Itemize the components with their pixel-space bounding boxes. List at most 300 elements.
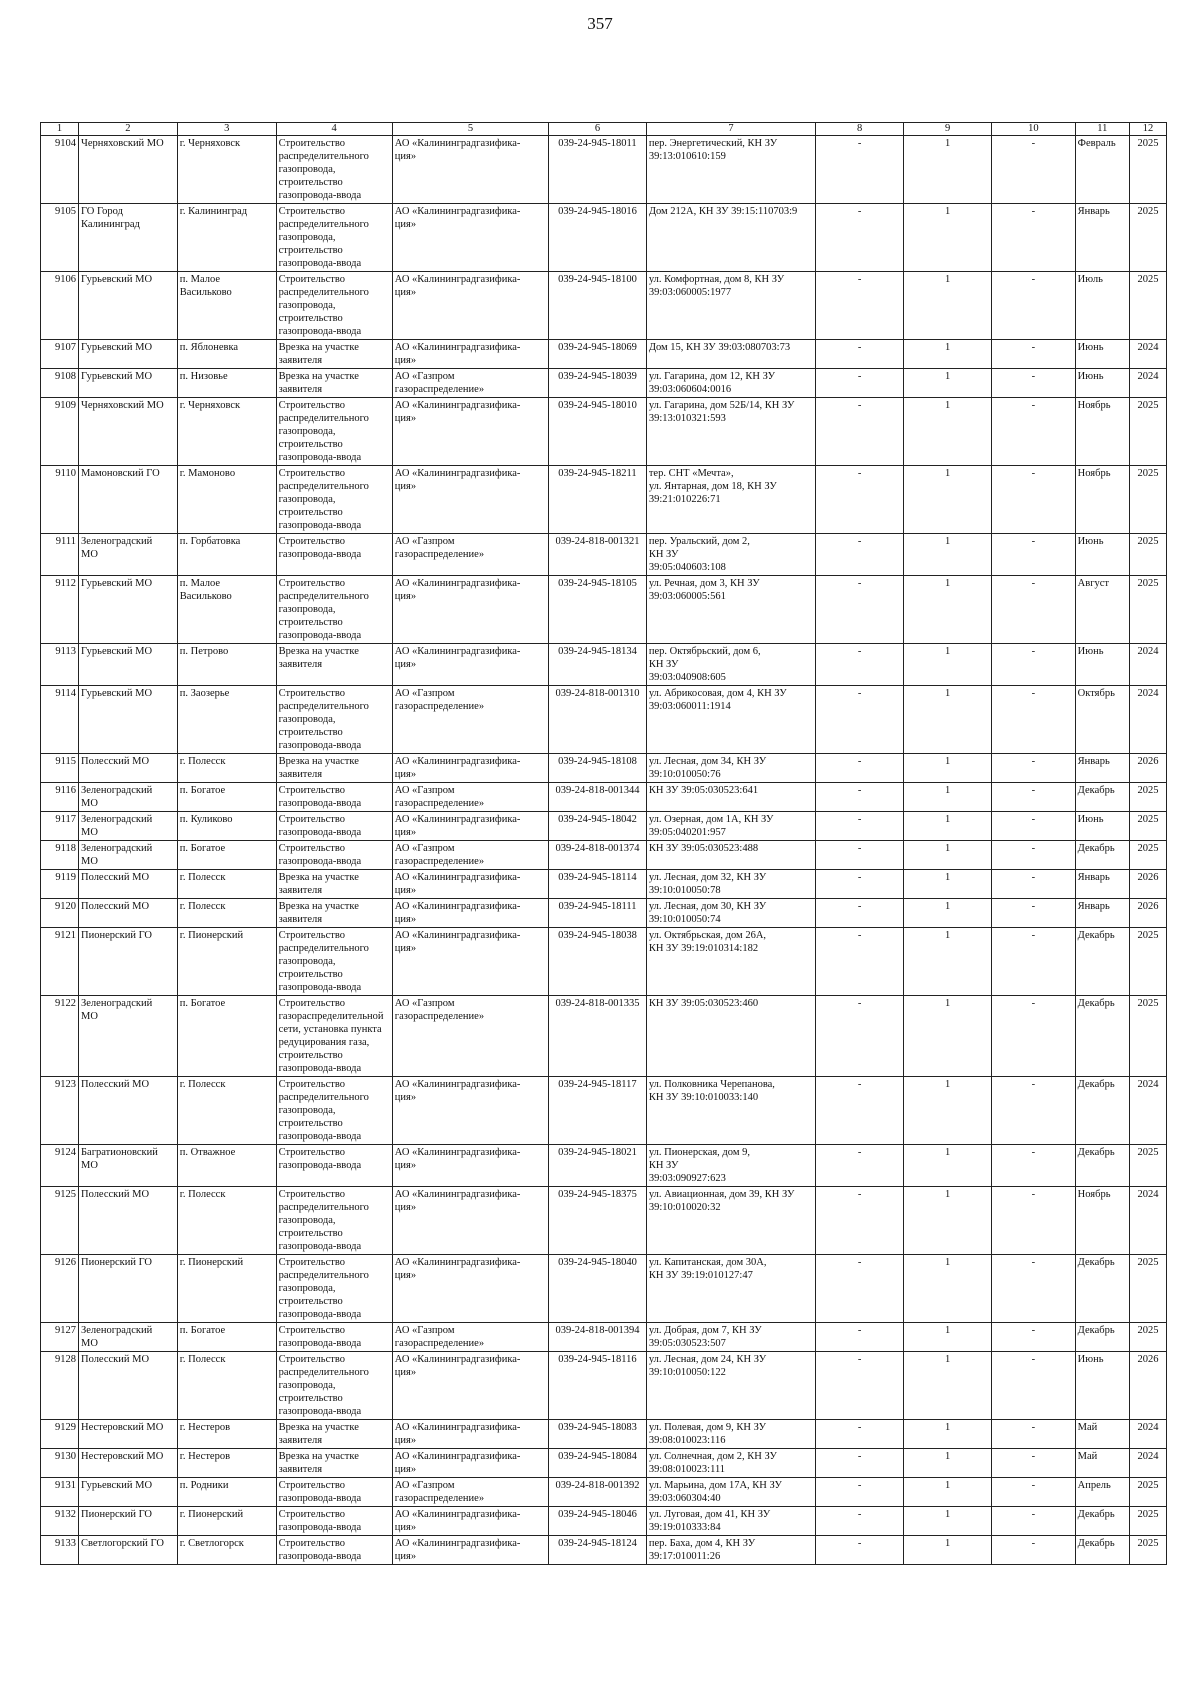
work-type-cell-text: Строительство газопровода-ввода bbox=[278, 814, 362, 838]
column-8-cell bbox=[816, 136, 904, 204]
column-10-cell bbox=[992, 1255, 1076, 1323]
district-cell-text: Полесский МО bbox=[81, 1189, 150, 1200]
column-header-1: 1 bbox=[41, 123, 79, 136]
row-number-text: 9113 bbox=[55, 646, 76, 657]
row-number bbox=[41, 812, 79, 841]
district-cell bbox=[79, 1507, 178, 1536]
column-8-cell-text: - bbox=[857, 1147, 862, 1158]
table-row bbox=[41, 1507, 1167, 1536]
year-cell bbox=[1129, 899, 1166, 928]
locality-cell bbox=[177, 398, 276, 466]
row-number bbox=[41, 1077, 79, 1145]
column-10-cell bbox=[992, 1536, 1076, 1565]
column-8-cell bbox=[816, 576, 904, 644]
address-cell-text: КН ЗУ 39:05:030523:641 bbox=[648, 785, 759, 796]
application-code-cell bbox=[549, 466, 647, 534]
column-10-cell-text: - bbox=[1031, 1257, 1036, 1268]
address-cell-text: Дом 15, КН ЗУ 39:03:080703:73 bbox=[648, 342, 791, 353]
column-8-cell-text: - bbox=[857, 1354, 862, 1365]
application-code-cell bbox=[549, 136, 647, 204]
address-cell-text: тер. СНТ «Мечта», ул. Янтарная, дом 18, КН ЗУ 39:21:010226:71 bbox=[648, 468, 777, 505]
year-cell-text: 2025 bbox=[1137, 1538, 1159, 1549]
work-type-cell bbox=[276, 272, 392, 340]
row-number bbox=[41, 576, 79, 644]
column-8-cell bbox=[816, 1145, 904, 1187]
table-row bbox=[41, 1449, 1167, 1478]
year-cell bbox=[1129, 928, 1166, 996]
column-8-cell-text: - bbox=[857, 930, 862, 941]
column-9-cell bbox=[904, 783, 992, 812]
column-9-cell bbox=[904, 369, 992, 398]
month-cell bbox=[1075, 272, 1129, 340]
application-code-cell-text: 039-24-945-18375 bbox=[558, 1189, 637, 1200]
application-code-cell-text: 039-24-818-001344 bbox=[555, 785, 640, 796]
address-cell-text: ул. Марьина, дом 17А, КН ЗУ 39:03:060304:40 bbox=[648, 1480, 782, 1504]
work-type-cell bbox=[276, 1420, 392, 1449]
year-cell bbox=[1129, 1507, 1166, 1536]
column-8-cell bbox=[816, 783, 904, 812]
district-cell-text: Гурьевский МО bbox=[81, 371, 153, 382]
column-10-cell bbox=[992, 870, 1076, 899]
address-cell bbox=[646, 812, 815, 841]
locality-cell bbox=[177, 136, 276, 204]
locality-cell bbox=[177, 1478, 276, 1507]
year-cell-text: 2025 bbox=[1137, 1480, 1159, 1491]
organization-cell bbox=[392, 369, 548, 398]
column-10-cell bbox=[992, 1145, 1076, 1187]
address-cell bbox=[646, 369, 815, 398]
column-8-cell-text: - bbox=[857, 901, 862, 912]
column-8-cell bbox=[816, 1536, 904, 1565]
district-cell-text: Зеленоградский МО bbox=[81, 998, 153, 1022]
row-number bbox=[41, 398, 79, 466]
row-number-text: 9109 bbox=[55, 400, 76, 411]
organization-cell-text: АО «Газпром газораспределение» bbox=[394, 785, 485, 809]
column-9-cell-text: 1 bbox=[944, 1538, 951, 1549]
column-10-cell bbox=[992, 1420, 1076, 1449]
locality-cell-text: г. Полесск bbox=[179, 1079, 226, 1090]
application-code-cell bbox=[549, 812, 647, 841]
column-9-cell-text: 1 bbox=[944, 342, 951, 353]
locality-cell-text: п. Яблоневка bbox=[179, 342, 239, 353]
locality-cell bbox=[177, 369, 276, 398]
organization-cell bbox=[392, 1352, 548, 1420]
locality-cell-text: п. Куликово bbox=[179, 814, 233, 825]
locality-cell bbox=[177, 812, 276, 841]
organization-cell-text: АО «Калининградгазифика- ция» bbox=[394, 1451, 521, 1475]
year-cell bbox=[1129, 204, 1166, 272]
work-type-cell-text: Строительство распределительного газопровода, строительство газопровода-ввода bbox=[278, 1354, 369, 1417]
column-header-10: 10 bbox=[992, 123, 1076, 136]
column-10-cell-text: - bbox=[1031, 1189, 1036, 1200]
organization-cell-text: АО «Газпром газораспределение» bbox=[394, 536, 485, 560]
column-8-cell bbox=[816, 812, 904, 841]
organization-cell bbox=[392, 996, 548, 1077]
district-cell bbox=[79, 928, 178, 996]
year-cell-text: 2024 bbox=[1137, 1451, 1159, 1462]
organization-cell bbox=[392, 754, 548, 783]
row-number-text: 9126 bbox=[55, 1257, 76, 1268]
month-cell bbox=[1075, 1536, 1129, 1565]
locality-cell bbox=[177, 1255, 276, 1323]
column-8-cell bbox=[816, 466, 904, 534]
locality-cell-text: г. Полесск bbox=[179, 1354, 226, 1365]
work-type-cell-text: Врезка на участке заявителя bbox=[278, 756, 359, 780]
month-cell-text: Апрель bbox=[1077, 1480, 1111, 1491]
column-8-cell-text: - bbox=[857, 1189, 862, 1200]
column-9-cell bbox=[904, 1352, 992, 1420]
table-row bbox=[41, 812, 1167, 841]
locality-cell-text: г. Пионерский bbox=[179, 930, 244, 941]
column-9-cell-text: 1 bbox=[944, 274, 951, 285]
organization-cell bbox=[392, 899, 548, 928]
column-8-cell-text: - bbox=[857, 688, 862, 699]
district-cell-text: Черняховский МО bbox=[81, 138, 164, 149]
organization-cell bbox=[392, 1478, 548, 1507]
work-type-cell bbox=[276, 369, 392, 398]
year-cell-text: 2025 bbox=[1137, 468, 1159, 479]
locality-cell bbox=[177, 928, 276, 996]
column-10-cell-text: - bbox=[1031, 1538, 1036, 1549]
organization-cell-text: АО «Калининградгазифика- ция» bbox=[394, 930, 521, 954]
work-type-cell bbox=[276, 841, 392, 870]
district-cell-text: Гурьевский МО bbox=[81, 646, 153, 657]
application-code-cell-text: 039-24-945-18069 bbox=[558, 342, 637, 353]
district-cell bbox=[79, 1187, 178, 1255]
month-cell bbox=[1075, 466, 1129, 534]
column-9-cell-text: 1 bbox=[944, 1354, 951, 1365]
column-header-12: 12 bbox=[1129, 123, 1166, 136]
month-cell-text: Ноябрь bbox=[1077, 468, 1111, 479]
year-cell bbox=[1129, 466, 1166, 534]
column-10-cell bbox=[992, 812, 1076, 841]
work-type-cell bbox=[276, 1352, 392, 1420]
organization-cell bbox=[392, 204, 548, 272]
table-row bbox=[41, 369, 1167, 398]
application-code-cell-text: 039-24-818-001321 bbox=[555, 536, 640, 547]
district-cell bbox=[79, 369, 178, 398]
district-cell-text: Зеленоградский МО bbox=[81, 536, 153, 560]
month-cell bbox=[1075, 996, 1129, 1077]
address-cell-text: ул. Лесная, дом 32, КН ЗУ 39:10:010050:78 bbox=[648, 872, 767, 896]
column-9-cell-text: 1 bbox=[944, 756, 951, 767]
district-cell bbox=[79, 1145, 178, 1187]
locality-cell-text: г. Черняховск bbox=[179, 400, 241, 411]
column-8-cell-text: - bbox=[857, 274, 862, 285]
address-cell-text: ул. Полковника Черепанова, КН ЗУ 39:10:010033:140 bbox=[648, 1079, 775, 1103]
district-cell bbox=[79, 1420, 178, 1449]
month-cell bbox=[1075, 576, 1129, 644]
year-cell bbox=[1129, 686, 1166, 754]
organization-cell-text: АО «Газпром газораспределение» bbox=[394, 1325, 485, 1349]
work-type-cell bbox=[276, 1478, 392, 1507]
organization-cell-text: АО «Газпром газораспределение» bbox=[394, 371, 485, 395]
month-cell bbox=[1075, 1478, 1129, 1507]
address-cell-text: ул. Полевая, дом 9, КН ЗУ 39:08:010023:116 bbox=[648, 1422, 767, 1446]
application-code-cell bbox=[549, 576, 647, 644]
district-cell bbox=[79, 812, 178, 841]
column-9-cell bbox=[904, 870, 992, 899]
column-10-cell-text: - bbox=[1031, 342, 1036, 353]
work-type-cell-text: Врезка на участке заявителя bbox=[278, 872, 359, 896]
locality-cell bbox=[177, 1420, 276, 1449]
row-number-text: 9111 bbox=[55, 536, 76, 547]
application-code-cell-text: 039-24-945-18105 bbox=[558, 578, 637, 589]
work-type-cell bbox=[276, 1507, 392, 1536]
district-cell-text: Гурьевский МО bbox=[81, 274, 153, 285]
organization-cell-text: АО «Калининградгазифика- ция» bbox=[394, 872, 521, 896]
column-10-cell-text: - bbox=[1031, 843, 1036, 854]
address-cell bbox=[646, 644, 815, 686]
application-code-cell bbox=[549, 1077, 647, 1145]
column-8-cell bbox=[816, 754, 904, 783]
work-type-cell-text: Строительство распределительного газопровода, строительство газопровода-ввода bbox=[278, 274, 369, 337]
application-code-cell bbox=[549, 1145, 647, 1187]
row-number-text: 9127 bbox=[55, 1325, 76, 1336]
table-row bbox=[41, 1077, 1167, 1145]
application-code-cell-text: 039-24-945-18114 bbox=[558, 872, 637, 883]
year-cell bbox=[1129, 136, 1166, 204]
locality-cell-text: п. Заозерье bbox=[179, 688, 230, 699]
application-code-cell-text: 039-24-945-18046 bbox=[558, 1509, 637, 1520]
application-code-cell bbox=[549, 1507, 647, 1536]
column-9-cell bbox=[904, 644, 992, 686]
locality-cell-text: п. Отважное bbox=[179, 1147, 236, 1158]
row-number bbox=[41, 466, 79, 534]
column-10-cell-text: - bbox=[1031, 1509, 1036, 1520]
column-10-cell-text: - bbox=[1031, 1480, 1036, 1491]
address-cell bbox=[646, 136, 815, 204]
row-number bbox=[41, 1507, 79, 1536]
work-type-cell-text: Строительство распределительного газопровода, строительство газопровода-ввода bbox=[278, 1189, 369, 1252]
column-8-cell bbox=[816, 534, 904, 576]
column-header-11: 11 bbox=[1075, 123, 1129, 136]
application-code-cell bbox=[549, 1478, 647, 1507]
locality-cell-text: г. Полесск bbox=[179, 901, 226, 912]
work-type-cell bbox=[276, 783, 392, 812]
work-type-cell-text: Строительство распределительного газопровода, строительство газопровода-ввода bbox=[278, 206, 369, 269]
column-header-2: 2 bbox=[79, 123, 178, 136]
work-type-cell-text: Врезка на участке заявителя bbox=[278, 371, 359, 395]
column-header-8: 8 bbox=[816, 123, 904, 136]
address-cell bbox=[646, 1478, 815, 1507]
column-8-cell-text: - bbox=[857, 998, 862, 1009]
header-row bbox=[41, 123, 1167, 136]
address-cell-text: Дом 212А, КН ЗУ 39:15:110703:9 bbox=[648, 206, 798, 217]
column-9-cell-text: 1 bbox=[944, 536, 951, 547]
year-cell-text: 2025 bbox=[1137, 998, 1159, 1009]
column-10-cell bbox=[992, 1187, 1076, 1255]
column-10-cell-text: - bbox=[1031, 274, 1036, 285]
month-cell-text: Октябрь bbox=[1077, 688, 1115, 699]
year-cell bbox=[1129, 369, 1166, 398]
district-cell-text: Гурьевский МО bbox=[81, 578, 153, 589]
year-cell bbox=[1129, 644, 1166, 686]
column-8-cell bbox=[816, 686, 904, 754]
column-8-cell bbox=[816, 1478, 904, 1507]
month-cell-text: Июнь bbox=[1077, 371, 1104, 382]
column-8-cell bbox=[816, 1077, 904, 1145]
district-cell-text: Полесский МО bbox=[81, 872, 150, 883]
district-cell bbox=[79, 1449, 178, 1478]
application-code-cell-text: 039-24-818-001335 bbox=[555, 998, 640, 1009]
organization-cell-text: АО «Калининградгазифика- ция» bbox=[394, 578, 521, 602]
address-cell-text: ул. Солнечная, дом 2, КН ЗУ 39:08:010023:111 bbox=[648, 1451, 777, 1475]
month-cell bbox=[1075, 398, 1129, 466]
month-cell bbox=[1075, 1323, 1129, 1352]
month-cell bbox=[1075, 812, 1129, 841]
row-number bbox=[41, 1352, 79, 1420]
column-10-cell bbox=[992, 644, 1076, 686]
column-8-cell bbox=[816, 204, 904, 272]
address-cell bbox=[646, 1507, 815, 1536]
district-cell bbox=[79, 576, 178, 644]
application-code-cell-text: 039-24-945-18211 bbox=[558, 468, 637, 479]
work-type-cell bbox=[276, 204, 392, 272]
column-9-cell-text: 1 bbox=[944, 1147, 951, 1158]
locality-cell bbox=[177, 466, 276, 534]
column-8-cell bbox=[816, 1449, 904, 1478]
year-cell bbox=[1129, 1077, 1166, 1145]
column-8-cell-text: - bbox=[857, 468, 862, 479]
table-row bbox=[41, 1145, 1167, 1187]
column-9-cell-text: 1 bbox=[944, 1451, 951, 1462]
column-header-9: 9 bbox=[904, 123, 992, 136]
table-row bbox=[41, 899, 1167, 928]
month-cell bbox=[1075, 870, 1129, 899]
application-code-cell bbox=[549, 1255, 647, 1323]
column-10-cell-text: - bbox=[1031, 400, 1036, 411]
district-cell bbox=[79, 398, 178, 466]
column-8-cell-text: - bbox=[857, 342, 862, 353]
address-cell bbox=[646, 841, 815, 870]
month-cell-text: Декабрь bbox=[1077, 1079, 1115, 1090]
column-8-cell bbox=[816, 1255, 904, 1323]
application-code-cell bbox=[549, 340, 647, 369]
column-8-cell-text: - bbox=[857, 536, 862, 547]
district-cell bbox=[79, 272, 178, 340]
locality-cell-text: г. Полесск bbox=[179, 1189, 226, 1200]
application-code-cell-text: 039-24-945-18039 bbox=[558, 371, 637, 382]
work-type-cell bbox=[276, 686, 392, 754]
organization-cell bbox=[392, 272, 548, 340]
column-10-cell bbox=[992, 783, 1076, 812]
locality-cell-text: п. Горбатовка bbox=[179, 536, 241, 547]
column-9-cell bbox=[904, 1187, 992, 1255]
column-10-cell-text: - bbox=[1031, 930, 1036, 941]
column-10-cell bbox=[992, 899, 1076, 928]
table-row bbox=[41, 576, 1167, 644]
column-10-cell bbox=[992, 928, 1076, 996]
table-row bbox=[41, 534, 1167, 576]
month-cell bbox=[1075, 1352, 1129, 1420]
column-9-cell bbox=[904, 1478, 992, 1507]
year-cell-text: 2024 bbox=[1137, 1079, 1159, 1090]
month-cell-text: Декабрь bbox=[1077, 1509, 1115, 1520]
application-code-cell-text: 039-24-945-18016 bbox=[558, 206, 637, 217]
table-row bbox=[41, 928, 1167, 996]
district-cell-text: ГО Город Калининград bbox=[81, 206, 140, 230]
work-type-cell-text: Врезка на участке заявителя bbox=[278, 342, 359, 366]
district-cell bbox=[79, 870, 178, 899]
address-cell bbox=[646, 928, 815, 996]
work-type-cell bbox=[276, 1449, 392, 1478]
column-9-cell bbox=[904, 841, 992, 870]
column-8-cell bbox=[816, 899, 904, 928]
month-cell-text: Ноябрь bbox=[1077, 1189, 1111, 1200]
column-8-cell-text: - bbox=[857, 1257, 862, 1268]
application-code-cell-text: 039-24-945-18111 bbox=[558, 901, 637, 912]
column-10-cell bbox=[992, 398, 1076, 466]
district-cell-text: Багратионовский МО bbox=[81, 1147, 158, 1171]
year-cell bbox=[1129, 272, 1166, 340]
work-type-cell-text: Строительство распределительного газопровода, строительство газопровода-ввода bbox=[278, 930, 369, 993]
address-cell-text: ул. Авиационная, дом 39, КН ЗУ 39:10:010020:32 bbox=[648, 1189, 795, 1213]
district-cell bbox=[79, 1323, 178, 1352]
column-8-cell bbox=[816, 340, 904, 369]
organization-cell bbox=[392, 1187, 548, 1255]
district-cell-text: Мамоновский ГО bbox=[81, 468, 160, 479]
month-cell-text: Май bbox=[1077, 1451, 1098, 1462]
district-cell-text: Гурьевский МО bbox=[81, 342, 153, 353]
column-10-cell-text: - bbox=[1031, 756, 1036, 767]
year-cell bbox=[1129, 1536, 1166, 1565]
column-10-cell bbox=[992, 1507, 1076, 1536]
column-10-cell-text: - bbox=[1031, 872, 1036, 883]
address-cell bbox=[646, 340, 815, 369]
work-type-cell bbox=[276, 899, 392, 928]
column-header-7: 7 bbox=[646, 123, 815, 136]
column-10-cell bbox=[992, 686, 1076, 754]
column-8-cell bbox=[816, 1323, 904, 1352]
application-code-cell-text: 039-24-818-001374 bbox=[555, 843, 640, 854]
column-10-cell bbox=[992, 340, 1076, 369]
work-type-cell bbox=[276, 754, 392, 783]
locality-cell-text: г. Полесск bbox=[179, 756, 226, 767]
table-row bbox=[41, 686, 1167, 754]
application-code-cell-text: 039-24-945-18010 bbox=[558, 400, 637, 411]
month-cell-text: Декабрь bbox=[1077, 1538, 1115, 1549]
column-8-cell-text: - bbox=[857, 1538, 862, 1549]
address-cell-text: пер. Энергетический, КН ЗУ 39:13:010610:159 bbox=[648, 138, 778, 162]
address-cell bbox=[646, 1323, 815, 1352]
column-9-cell-text: 1 bbox=[944, 901, 951, 912]
column-10-cell bbox=[992, 754, 1076, 783]
work-type-cell bbox=[276, 1187, 392, 1255]
locality-cell bbox=[177, 1352, 276, 1420]
locality-cell bbox=[177, 644, 276, 686]
locality-cell-text: г. Пионерский bbox=[179, 1509, 244, 1520]
organization-cell bbox=[392, 1145, 548, 1187]
application-code-cell-text: 039-24-945-18108 bbox=[558, 756, 637, 767]
work-type-cell-text: Строительство распределительного газопровода, строительство газопровода-ввода bbox=[278, 1079, 369, 1142]
row-number-text: 9112 bbox=[55, 578, 76, 589]
district-cell-text: Полесский МО bbox=[81, 1354, 150, 1365]
column-8-cell bbox=[816, 928, 904, 996]
application-code-cell-text: 039-24-945-18084 bbox=[558, 1451, 637, 1462]
month-cell-text: Декабрь bbox=[1077, 785, 1115, 796]
district-cell-text: Пионерский ГО bbox=[81, 1257, 152, 1268]
district-cell-text: Черняховский МО bbox=[81, 400, 164, 411]
month-cell bbox=[1075, 1187, 1129, 1255]
column-header-6: 6 bbox=[549, 123, 647, 136]
district-cell bbox=[79, 841, 178, 870]
work-type-cell bbox=[276, 996, 392, 1077]
address-cell bbox=[646, 1536, 815, 1565]
locality-cell bbox=[177, 686, 276, 754]
locality-cell-text: г. Нестеров bbox=[179, 1451, 231, 1462]
table-row bbox=[41, 783, 1167, 812]
